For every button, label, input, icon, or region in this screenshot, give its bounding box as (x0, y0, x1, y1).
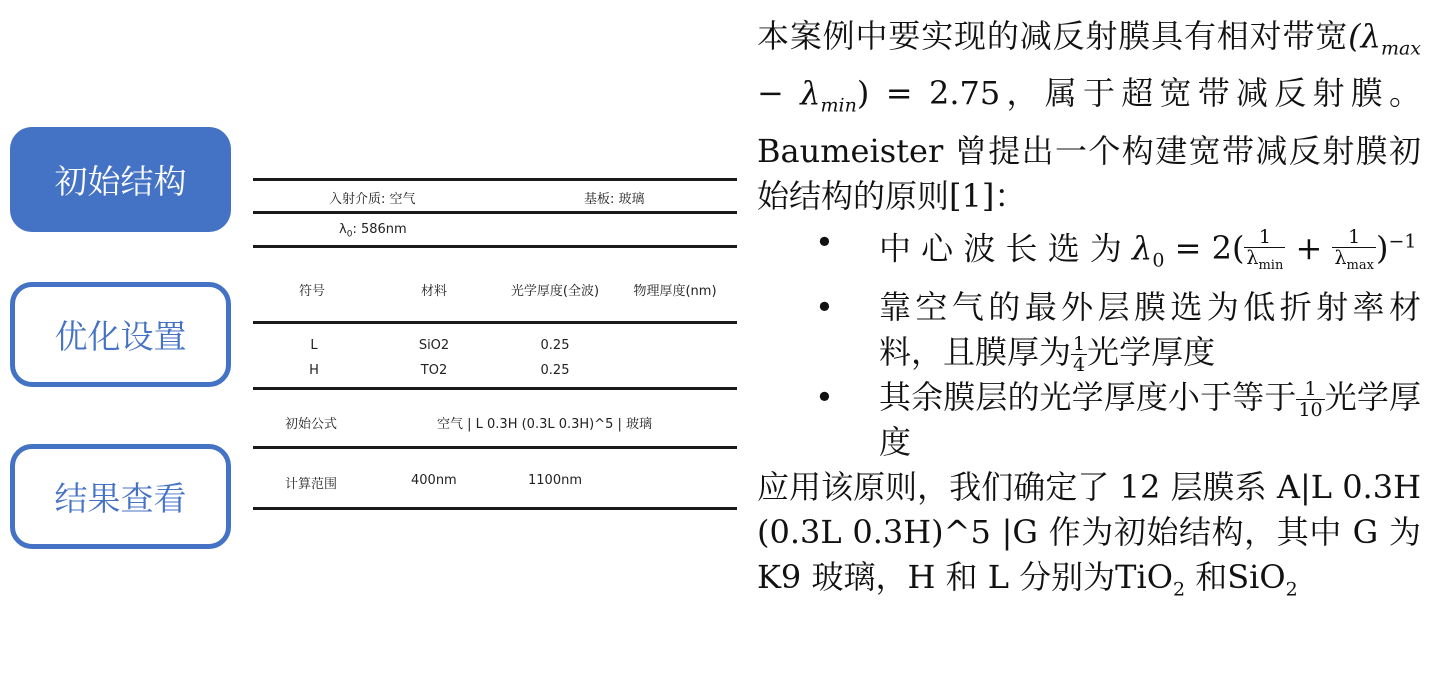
table-rule (253, 211, 737, 214)
formula-value: 空气 | L 0.3H (0.3L 0.3H)^5 | 玻璃 (437, 417, 653, 432)
nav-button-initial-structure[interactable] (10, 127, 231, 232)
nav-button-optimization-settings[interactable] (10, 282, 231, 387)
nav-label: 优化设置 (54, 317, 187, 356)
row-h-optical: 0.25 (540, 363, 570, 378)
nav-button-result-view[interactable] (10, 444, 231, 549)
row-h-symbol: H (309, 363, 319, 378)
description-text (757, 14, 1421, 612)
header-material: 材料 (420, 284, 448, 299)
table-rule (253, 446, 737, 449)
principle-list (757, 219, 1421, 465)
table-rule (253, 387, 737, 390)
bullet-dot: • (815, 287, 834, 326)
bullet-dot: • (815, 222, 834, 261)
header-symbol: 符号 (298, 284, 326, 299)
bullet-dot: • (815, 377, 834, 416)
incident-medium: 入射介质: 空气 (329, 192, 416, 207)
formula-label: 初始公式 (285, 417, 338, 432)
table-rule (253, 178, 737, 181)
table-rule (253, 321, 737, 324)
nav-label: 结果查看 (54, 479, 187, 518)
parameter-table (253, 0, 737, 687)
row-l-optical: 0.25 (540, 338, 570, 353)
range-min: 400nm (411, 473, 457, 488)
table-rule (253, 507, 737, 510)
row-h-material: TO2 (420, 363, 448, 378)
reference-wavelength: $\lambda_0$: 586nm (339, 222, 407, 240)
range-max: 1100nm (528, 473, 582, 488)
list-item: • 靠空气的最外层膜选为低折射率材料，且膜厚为 $\frac{1}{4}$ 光学厚度 (757, 285, 1421, 375)
header-optical-thickness: 光学厚度(全波) (510, 284, 600, 299)
table-rule (253, 245, 737, 248)
intro-paragraph: 本案例中要实现的减反射膜具有相对带宽$(\lambda_{max} - \lambda_{min}) = 2.75$，属于超宽带减反射膜。Baumeister 曾提出一个构建宽带减反射膜初始结构的原则[1]： (757, 17, 1421, 215)
list-item: • 其余膜层的光学厚度小于等于 $\frac{1}{10}$ 光学厚度 (757, 375, 1421, 465)
nav-label: 初始结构 (54, 162, 187, 201)
range-label: 计算范围 (285, 477, 338, 492)
substrate: 基板: 玻璃 (584, 192, 645, 207)
header-physical-thickness: 物理厚度(nm) (633, 284, 717, 299)
row-l-symbol: L (310, 338, 318, 353)
list-item: • 中 心 波 长 选 为 $\lambda_0 = 2$( $\frac{1}{\lambda_{min}}$ + $\frac{1}{\lambda_{max}}$ )$^{-1}$ (757, 219, 1421, 285)
row-l-material: SiO2 (418, 338, 450, 353)
conclusion-paragraph: 应用该原则，我们确定了 12 层膜系 A|L 0.3H (0.3L 0.3H)^5 |G 作为初始结构，其中 G 为 K9 玻璃，H 和 L 分别为TiO$_2$ 和SiO$_2$ (757, 467, 1421, 601)
